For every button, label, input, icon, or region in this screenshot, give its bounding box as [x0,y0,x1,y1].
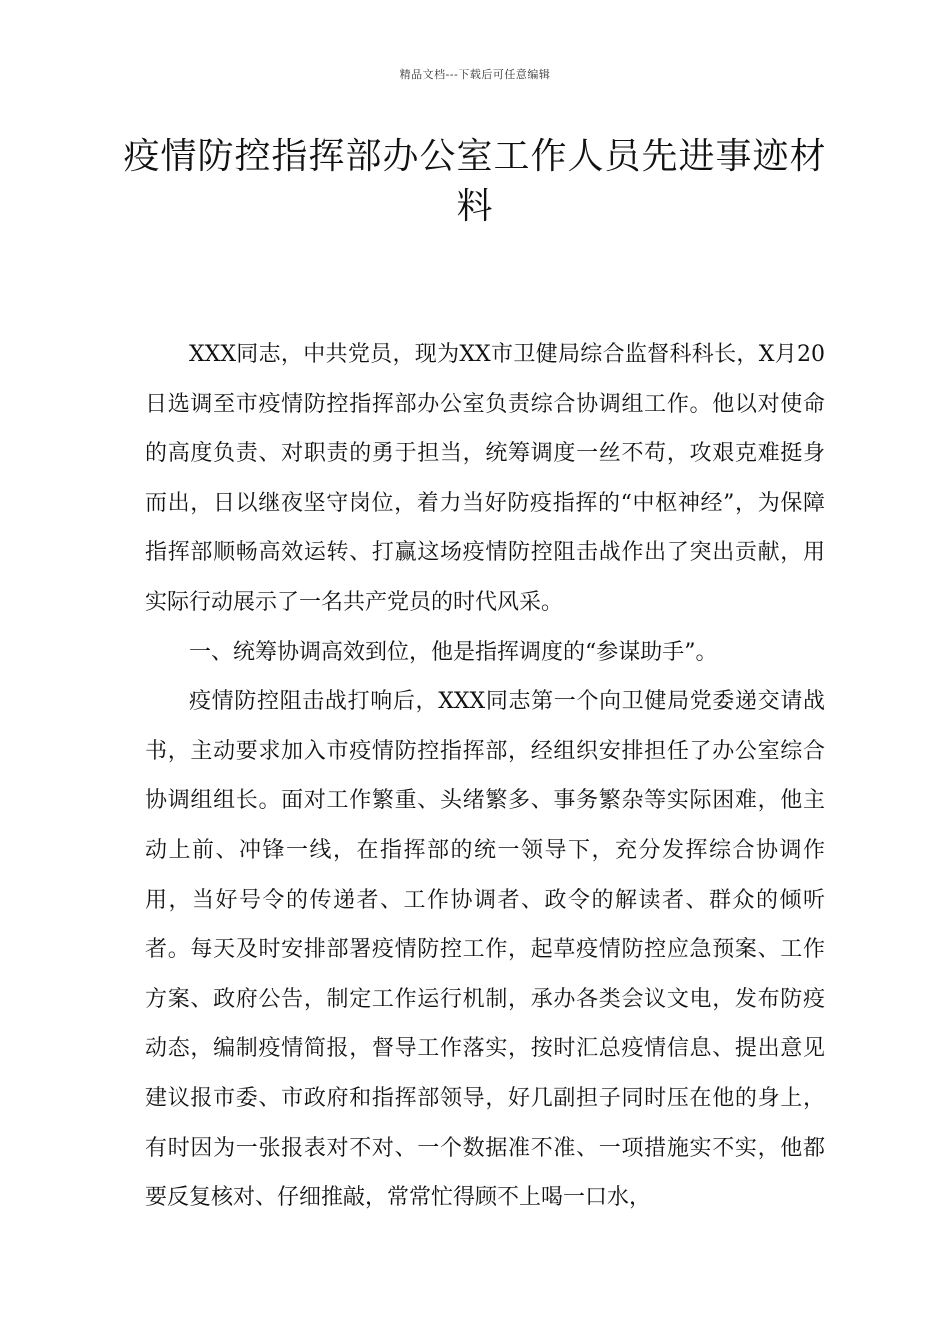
paragraph: XXX同志，中共党员，现为XX市卫健局综合监督科科长，X月20日选调至市疫情防控指挥部办公室负责综合协调组工作。他以对使命的高度负责、对职责的勇于担当，统筹调度一丝不苟，攻艰克难挺身而出，日以继夜坚守岗位，着力当好防疫指挥的“中枢神经”，为保障指挥部顺畅高效运转、打赢这场疫情防控阻击战作出了突出贡献，用实际行动展示了一名共产党员的时代风采。 [145,342,825,615]
document-title: 疫情防控指挥部办公室工作人员先进事迹材料 [123,136,827,227]
document-body [145,330,825,1223]
header-note: 精品文档---下载后可任意编辑 [399,68,551,81]
paragraph: 疫情防控阻击战打响后，XXX同志第一个向卫健局党委递交请战书，主动要求加入市疫情防控指挥部，经组织安排担任了办公室综合协调组组长。面对工作繁重、头绪繁多、事务繁杂等实际困难，他主动上前、冲锋一线，在指挥部的统一领导下，充分发挥综合协调作用，当好号令的传递者、工作协调者、政令的解读者、群众的倾听者。每天及时安排部署疫情防控工作，起草疫情防控应急预案、工作方案、政府公告，制定工作运行机制，承办各类会议文电，发布防疫动态，编制疫情简报，督导工作落实，按时汇总疫情信息、提出意见建议报市委、市政府和指挥部领导，好几副担子同时压在他的身上，有时因为一张报表对不对、一个数据准不准、一项措施实不实，他都要反复核对、仔细推敲，常常忙得顾不上喝一口水， [145,689,825,1211]
paragraph: 一、统筹协调高效到位，他是指挥调度的“参谋助手”。 [189,639,718,665]
